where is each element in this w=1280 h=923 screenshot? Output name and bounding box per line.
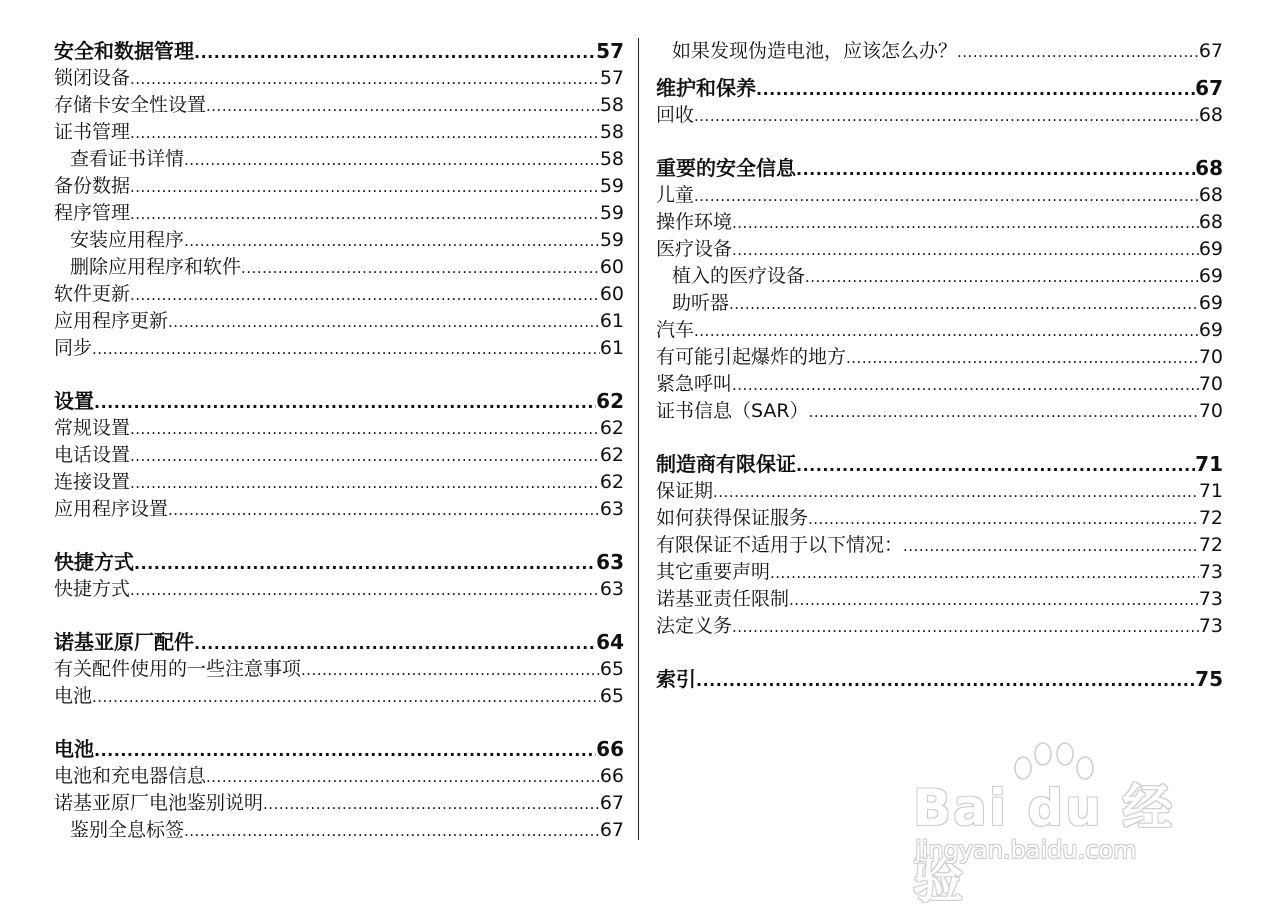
toc-entry-label: 存储卡安全性设置: [54, 94, 207, 116]
toc-entry-label: 证书管理: [54, 121, 131, 143]
dot-leader: [168, 309, 600, 336]
toc-entry[interactable]: [54, 576, 624, 603]
toc-entry-label: 汽车: [656, 319, 695, 341]
toc-entry-label: 如何获得保证服务: [656, 507, 809, 529]
toc-page-number: 69: [1198, 319, 1223, 341]
toc-page-number: 73: [1198, 588, 1223, 610]
toc-entry-label: 连接设置: [54, 471, 131, 493]
toc-entry[interactable]: [54, 656, 624, 683]
dot-leader: [194, 39, 596, 66]
toc-subentry[interactable]: [54, 817, 624, 844]
toc-section-heading[interactable]: [54, 549, 624, 576]
dot-leader: [130, 201, 600, 228]
toc-entry-label: 有关配件使用的一些注意事项: [54, 658, 302, 680]
toc-entry-label: 其它重要声明: [656, 561, 771, 583]
dot-leader: [301, 657, 600, 684]
section-gap: [656, 65, 1223, 75]
dot-leader: [130, 66, 600, 93]
toc-entry-label: 医疗设备: [656, 238, 733, 260]
toc-entry[interactable]: [656, 586, 1223, 613]
toc-entry-label: 程序管理: [54, 202, 131, 224]
toc-page-number: 62: [596, 389, 624, 413]
toc-entry[interactable]: [54, 308, 624, 335]
toc-subentry[interactable]: [54, 146, 624, 173]
watermark-url: jingyan.baidu.com: [915, 836, 1137, 864]
toc-entry-label: 诺基亚责任限制: [656, 588, 790, 610]
toc-entry[interactable]: [54, 683, 624, 710]
dot-leader: [694, 103, 1199, 130]
toc-entry-label: 软件更新: [54, 283, 131, 305]
toc-entry-label: 安全和数据管理: [54, 39, 194, 63]
toc-entry-label: 诺基亚原厂配件: [54, 630, 194, 654]
toc-entry-label: 索引: [656, 667, 696, 691]
dot-leader: [903, 533, 1199, 560]
toc-page-number: 73: [1198, 561, 1223, 583]
toc-section-heading[interactable]: [656, 75, 1223, 102]
toc-entry-label: 操作环境: [656, 211, 733, 233]
toc-subentry[interactable]: [656, 263, 1223, 290]
dot-leader: [94, 389, 596, 416]
toc-entry-label: 保证期: [656, 480, 714, 502]
toc-page-number: 72: [1198, 534, 1223, 556]
toc-entry[interactable]: [656, 505, 1223, 532]
toc-page-number: 70: [1198, 346, 1223, 368]
toc-entry-label: 电池和充电器信息: [54, 765, 207, 787]
toc-entry-label: 删除应用程序和软件: [70, 256, 242, 278]
dot-leader: [770, 560, 1199, 587]
dot-leader: [729, 291, 1199, 318]
toc-entry-label: 安装应用程序: [70, 229, 185, 251]
dot-leader: [713, 479, 1199, 506]
dot-leader: [796, 452, 1195, 479]
dot-leader: [194, 630, 596, 657]
toc-page-number: 57: [599, 67, 624, 89]
section-gap: [54, 362, 624, 388]
toc-page-number: 59: [599, 202, 624, 224]
toc-page-number: 65: [599, 685, 624, 707]
toc-entry[interactable]: [54, 335, 624, 362]
dot-leader: [732, 614, 1199, 641]
toc-entry-label: 如果发现伪造电池，应该怎么办？: [672, 40, 958, 62]
toc-entry[interactable]: [656, 613, 1223, 640]
dot-leader: [130, 282, 600, 309]
toc-entry[interactable]: [54, 92, 624, 119]
dot-leader: [130, 577, 600, 604]
toc-page-number: 70: [1198, 373, 1223, 395]
toc-entry-label: 回收: [656, 104, 695, 126]
section-gap: [656, 129, 1223, 155]
dot-leader: [957, 39, 1199, 66]
toc-subentry[interactable]: [54, 227, 624, 254]
dot-leader: [694, 318, 1199, 345]
toc-entry[interactable]: [656, 559, 1223, 586]
dot-leader: [130, 416, 600, 443]
dot-leader: [94, 737, 596, 764]
toc-page-number: 72: [1198, 507, 1223, 529]
toc-page-number: 57: [596, 39, 624, 63]
toc-page-number: 66: [596, 737, 624, 761]
dot-leader: [206, 764, 600, 791]
toc-page-number: 73: [1198, 615, 1223, 637]
toc-entry-label: 设置: [54, 389, 94, 413]
toc-page-number: 69: [1198, 265, 1223, 287]
toc-page-number: 68: [1198, 211, 1223, 233]
section-gap: [54, 603, 624, 629]
toc-subentry[interactable]: [656, 290, 1223, 317]
dot-leader: [796, 156, 1195, 183]
toc-subentry[interactable]: [54, 254, 624, 281]
dot-leader: [130, 120, 600, 147]
toc-right-column: [656, 38, 1223, 693]
toc-entry-label: 备份数据: [54, 175, 131, 197]
toc-page-number: 62: [599, 471, 624, 493]
toc-entry[interactable]: [656, 398, 1223, 425]
dot-leader: [184, 228, 600, 255]
toc-entry[interactable]: [54, 415, 624, 442]
dot-leader: [263, 791, 600, 818]
toc-entry[interactable]: [54, 65, 624, 92]
toc-entry-label: 证书信息（SAR）: [656, 400, 809, 422]
section-gap: [656, 640, 1223, 666]
toc-entry-label: 维护和保养: [656, 76, 756, 100]
toc-page-number: 71: [1198, 480, 1223, 502]
toc-entry[interactable]: [54, 200, 624, 227]
toc-page-number: 63: [596, 550, 624, 574]
toc-entry-label: 锁闭设备: [54, 67, 131, 89]
toc-section-heading[interactable]: [54, 38, 624, 65]
toc-page-number: 63: [599, 498, 624, 520]
toc-page-number: 71: [1195, 452, 1223, 476]
toc-page-number: 66: [599, 765, 624, 787]
toc-entry[interactable]: [656, 371, 1223, 398]
toc-page-number: 61: [599, 337, 624, 359]
dot-leader: [789, 587, 1199, 614]
toc-entry[interactable]: [54, 790, 624, 817]
toc-entry[interactable]: [54, 763, 624, 790]
toc-entry[interactable]: [656, 236, 1223, 263]
toc-entry-label: 法定义务: [656, 615, 733, 637]
toc-entry-label: 有可能引起爆炸的地方: [656, 346, 847, 368]
toc-page-number: 67: [599, 819, 624, 841]
toc-entry-label: 应用程序更新: [54, 310, 169, 332]
toc-entry-label: 重要的安全信息: [656, 156, 796, 180]
toc-section-heading[interactable]: [54, 736, 624, 763]
toc-entry-label: 应用程序设置: [54, 498, 169, 520]
toc-entry[interactable]: [54, 469, 624, 496]
toc-section-heading[interactable]: [656, 666, 1223, 693]
toc-page-number: 68: [1198, 184, 1223, 206]
dot-leader: [92, 684, 600, 711]
toc-entry[interactable]: [656, 532, 1223, 559]
column-divider: [638, 38, 639, 840]
toc-entry[interactable]: [656, 478, 1223, 505]
toc-entry[interactable]: [54, 119, 624, 146]
dot-leader: [694, 183, 1199, 210]
toc-entry[interactable]: [656, 209, 1223, 236]
section-gap: [656, 425, 1223, 451]
dot-leader: [805, 264, 1199, 291]
toc-section-heading[interactable]: [54, 388, 624, 415]
toc-subentry[interactable]: [656, 38, 1223, 65]
toc-entry-label: 快捷方式: [54, 578, 131, 600]
dot-leader: [696, 667, 1195, 694]
dot-leader: [756, 76, 1195, 103]
toc-page-number: 68: [1195, 156, 1223, 180]
toc-page-number: 58: [599, 94, 624, 116]
toc-entry[interactable]: [54, 173, 624, 200]
dot-leader: [92, 336, 600, 363]
dot-leader: [846, 345, 1199, 372]
dot-leader: [130, 174, 600, 201]
toc-entry-label: 植入的医疗设备: [672, 265, 806, 287]
toc-entry-label: 快捷方式: [54, 550, 134, 574]
toc-page-number: 65: [599, 658, 624, 680]
toc-page-number: 68: [1198, 104, 1223, 126]
toc-entry[interactable]: [656, 182, 1223, 209]
toc-page-number: 60: [599, 256, 624, 278]
section-gap: [54, 710, 624, 736]
toc-entry-label: 助听器: [672, 292, 730, 314]
toc-page-number: 67: [1195, 76, 1223, 100]
toc-page-number: 58: [599, 148, 624, 170]
toc-entry-label: 电池: [54, 685, 93, 707]
toc-entry-label: 同步: [54, 337, 93, 359]
dot-leader: [241, 255, 600, 282]
toc-entry-label: 有限保证不适用于以下情况：: [656, 534, 904, 556]
toc-entry-label: 制造商有限保证: [656, 452, 796, 476]
toc-section-heading[interactable]: [656, 451, 1223, 478]
toc-entry[interactable]: [54, 442, 624, 469]
toc-page-number: 70: [1198, 400, 1223, 422]
toc-page-number: 67: [599, 792, 624, 814]
dot-leader: [168, 497, 600, 524]
toc-section-heading[interactable]: [54, 629, 624, 656]
dot-leader: [184, 147, 600, 174]
dot-leader: [206, 93, 600, 120]
toc-page-number: 58: [599, 121, 624, 143]
toc-entry[interactable]: [656, 344, 1223, 371]
toc-entry-label: 诺基亚原厂电池鉴别说明: [54, 792, 264, 814]
dot-leader: [184, 818, 600, 845]
toc-entry[interactable]: [656, 317, 1223, 344]
toc-entry-label: 电话设置: [54, 444, 131, 466]
toc-entry-label: 紧急呼叫: [656, 373, 733, 395]
toc-left-column: [54, 38, 624, 844]
dot-leader: [130, 470, 600, 497]
dot-leader: [130, 443, 600, 470]
toc-entry-label: 查看证书详情: [70, 148, 185, 170]
toc-page-number: 62: [599, 444, 624, 466]
dot-leader: [134, 550, 596, 577]
dot-leader: [809, 399, 1199, 426]
watermark-brand: Bai du 经验: [913, 779, 1175, 909]
toc-page-number: 67: [1198, 40, 1223, 62]
toc-entry[interactable]: [54, 281, 624, 308]
toc-page-number: 59: [599, 229, 624, 251]
toc-entry-label: 常规设置: [54, 417, 131, 439]
toc-page-number: 61: [599, 310, 624, 332]
toc-page-number: 60: [599, 283, 624, 305]
toc-page-number: 63: [599, 578, 624, 600]
toc-page-number: 64: [596, 630, 624, 654]
dot-leader: [808, 506, 1199, 533]
toc-page-number: 75: [1195, 667, 1223, 691]
toc-entry[interactable]: [54, 496, 624, 523]
toc-page-number: 69: [1198, 292, 1223, 314]
dot-leader: [732, 237, 1199, 264]
toc-page-number: 69: [1198, 238, 1223, 260]
baidu-jingyan-watermark: [905, 738, 1205, 909]
toc-entry-label: 电池: [54, 737, 94, 761]
toc-entry-label: 儿童: [656, 184, 695, 206]
toc-entry[interactable]: [656, 102, 1223, 129]
dot-leader: [732, 372, 1199, 399]
dot-leader: [732, 210, 1199, 237]
toc-section-heading[interactable]: [656, 155, 1223, 182]
toc-entry-label: 鉴别全息标签: [70, 819, 185, 841]
section-gap: [54, 523, 624, 549]
toc-page-number: 59: [599, 175, 624, 197]
toc-page-number: 62: [599, 417, 624, 439]
